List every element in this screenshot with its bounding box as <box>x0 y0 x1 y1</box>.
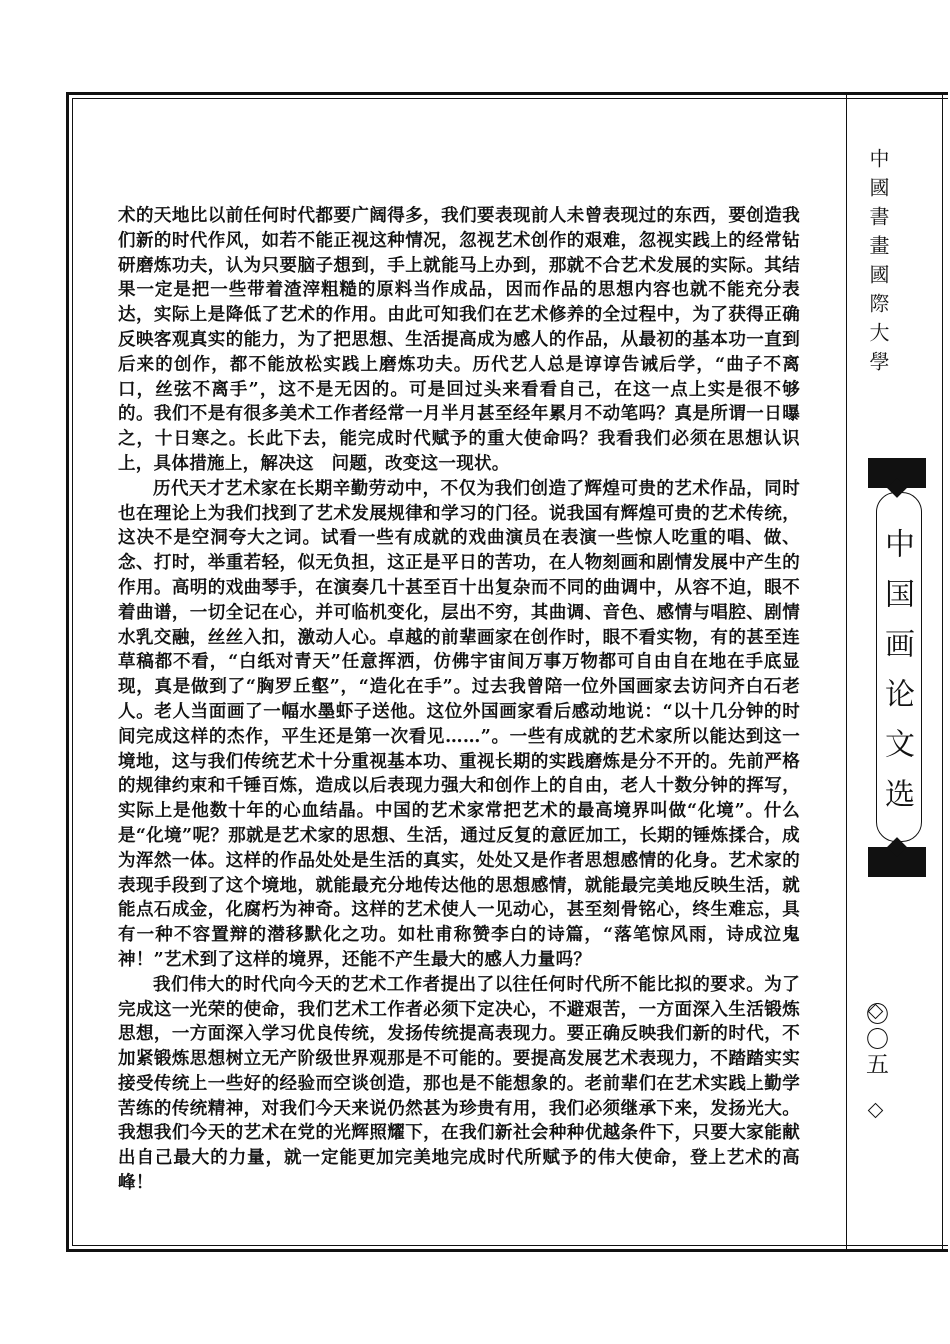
ornament-bar-top <box>868 458 926 488</box>
ornament-bar-bottom <box>868 847 926 877</box>
university-name: 中國書畫國際大學 <box>866 148 890 380</box>
book-title: 中国画论文选 <box>879 528 914 828</box>
paragraph-continued: 术的天地比以前任何时代都要广阔得多，我们要表现前人未曾表现过的东西，要创造我们新的时代作风，如若不能正视这种情况，忽视艺术创作的艰难，忽视实践上的经常钻研磨炼功夫，认为只要脑子想到，手上就能马上办到，那就不合艺术发展的实际。其结果一定是把一些带着渣滓粗糙的原料当作成品，因而作品的思想内容也就不能充分表达，实际上是降低了艺术的作用。由此可知我们在艺术修养的全过程中，为了获得正确反映客观真实的能力，为了把思想、生活提高成为感人的作品，从最初的基本功一直到后来的创作，都不能放松实践上磨炼功夫。历代艺人总是谆谆告诫后学，“曲子不离口，丝弦不离手”，这不是无因的。可是回过头来看看自己，在这一点上实是很不够的。我们不是有很多美术工作者经常一月半月甚至经年累月不动笔吗？真是所谓一日曝之，十日寒之。长此下去，能完成时代赋予的重大使命吗？我看我们必须在思想认识上，具体措施上，解决这 问题，改变这一现状。 <box>118 206 800 474</box>
page-number: 〇〇五 <box>862 1002 888 1077</box>
sidebar-edge <box>942 95 943 1249</box>
paragraph: 我们伟大的时代向今天的艺术工作者提出了以往任何时代所不能比拟的要求。为了完成这一光荣的使命，我们艺术工作者必须下定决心，不避艰苦，一方面深入生活锻炼思想，一方面深入学习优良传统，发扬传统提高表现力。要正确反映我们新的时代，不加紧锻炼思想树立无产阶级世界观那是不可能的。要提高发展艺术表现力，不踏踏实实接受传统上一些好的经验而空谈创造，那也是不能想象的。老前辈们在艺术实践上勤学苦练的传统精神，对我们今天来说仍然甚为珍贵有用，我们必须继承下来，发扬光大。我想我们今天的艺术在党的光辉照耀下，在我们新社会种种优越条件下，只要大家能献出自己最大的力量，就一定能更加完美地完成时代所赋予的伟大使命，登上艺术的高峰！ <box>118 974 800 1194</box>
body-text <box>118 204 800 1196</box>
paragraph: 历代天才艺术家在长期辛勤劳动中，不仅为我们创造了辉煌可贵的艺术作品，同时也在理论上为我们找到了艺术发展规律和学习的门径。说我国有辉煌可贵的艺术传统，这决不是空洞夸大之词。试看一些有成就的戏曲演员在表演一些惊人吃重的唱、做、念、打时，举重若轻，似无负担，这正是平日的苦功，在人物刻画和剧情发展中产生的作用。高明的戏曲琴手，在演奏几十甚至百十出复杂而不同的曲调中，从容不迫，眼不着曲谱，一切全记在心，并可临机变化，层出不穷，其曲调、音色、感情与唱腔、剧情水乳交融，丝丝入扣，激动人心。卓越的前辈画家在创作时，眼不看实物，有的甚至连草稿都不看，“白纸对青天”任意挥洒，仿佛宇宙间万事万物都可自由自在地在手底显现，真是做到了“胸罗丘壑”，“造化在手”。过去我曾陪一位外国画家去访问齐白石老人。老人当面画了一幅水墨虾子送他。这位外国画家看后感动地说：“以十几分钟的时间完成这样的杰作，平生还是第一次看见……”。一些有成就的艺术家所以能达到这一境地，这与我们传统艺术十分重视基本功、重视长期的实践磨炼是分不开的。先前严格的规律约束和千锤百炼，造成以后表现力强大和创作上的自由，老人十数分钟的挥写，实际上是他数十年的心血结晶。中国的艺术家常把艺术的最高境界叫做“化境”。什么是“化境”呢？那就是艺术家的思想、生活，通过反复的意匠加工，长期的锤炼揉合，成为浑然一体。这样的作品处处是生活的真实，处处又是作者思想感情的化身。艺术家的表现手段到了这个境地，就能最充分地传达他的思想感情，就能最完美地反映生活，就能点石成金，化腐朽为神奇。这样的艺术使人一见动心，甚至刻骨铭心，终生难忘，具有一种不容置辩的潜移默化之功。如杜甫称赞李白的诗篇，“落笔惊风雨，诗成泣鬼神！”艺术到了这样的境界，还能不产生最大的感人力量吗？ <box>118 478 800 970</box>
sidebar-divider <box>846 95 847 1249</box>
